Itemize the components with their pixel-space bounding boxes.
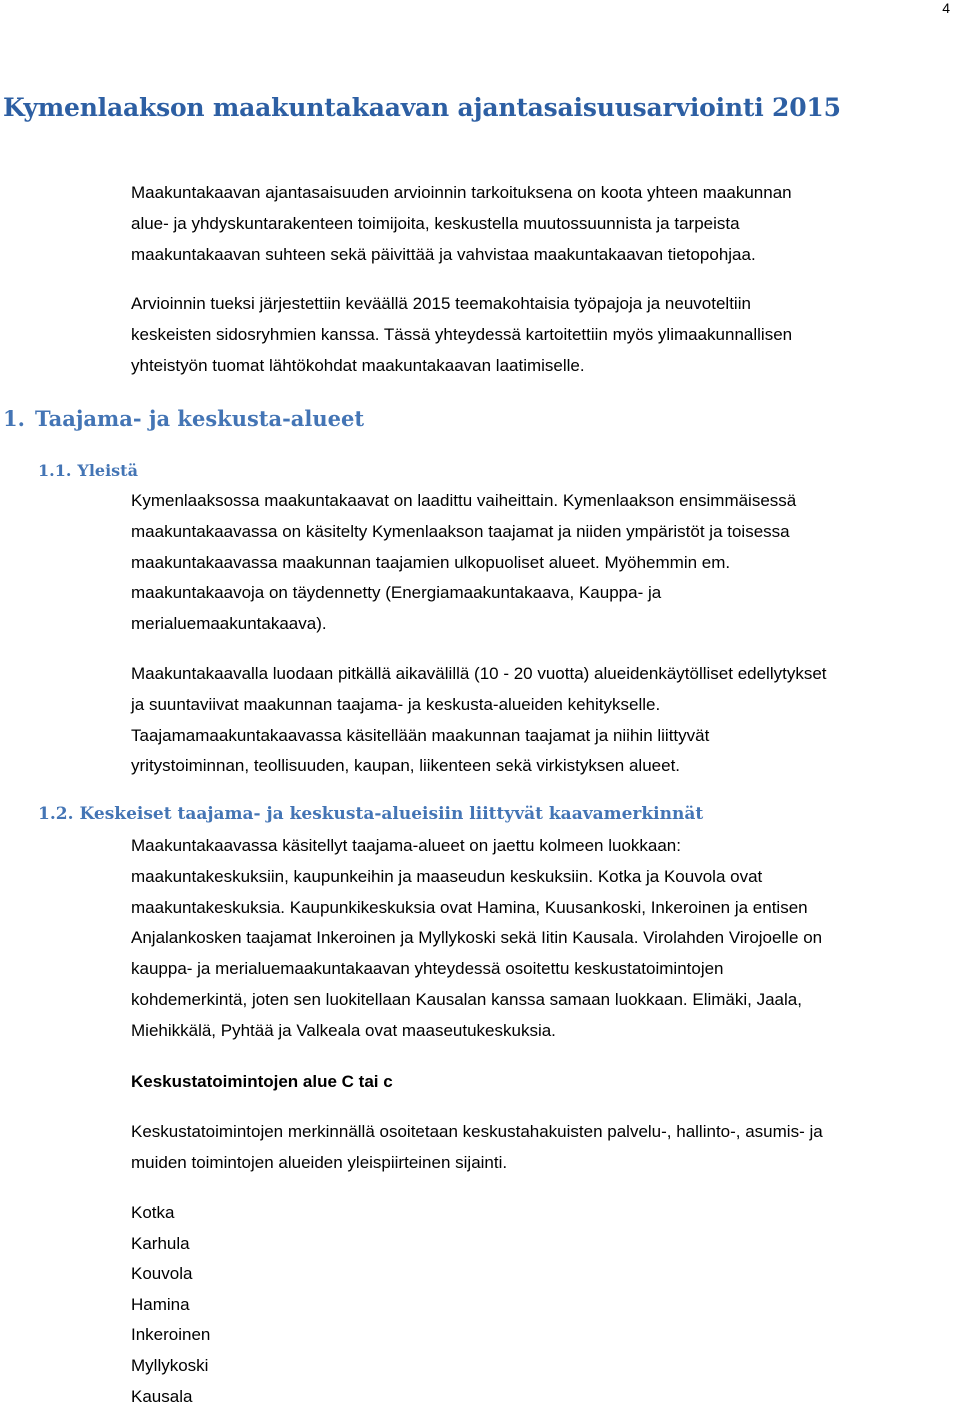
text-line: kauppa- ja merialuemaakuntakaavan yhteydessä osoitettu keskustatoimintojen [131, 959, 724, 979]
list-item: Inkeroinen [131, 1325, 211, 1345]
text-line: maakuntakeskuksiin, kaupunkeihin ja maaseudun keskuksiin. Kotka ja Kouvola ovat [131, 866, 763, 886]
designation-subheading: Keskustatoimintojen alue C tai c [131, 1072, 393, 1091]
text-line: yritystoiminnan, teollisuuden, kaupan, liikenteen sekä virkistyksen alueet. [131, 756, 681, 776]
text-line: maakuntakaavan suhteen sekä päivittää ja vahvistaa maakuntakaavan tietopohjaa. [131, 244, 756, 264]
text-line: ja suuntaviivat maakunnan taajama- ja keskusta-alueiden kehitykselle. [131, 694, 661, 714]
designation-description [131, 1117, 823, 1179]
text-line: Kymenlaaksossa maakuntakaavat on laadittu vaiheittain. Kymenlaakson ensimmäisessä [131, 491, 797, 510]
city-list [131, 1198, 210, 1412]
intro-paragraph-1 [131, 178, 792, 270]
section-heading-1-2 [38, 803, 703, 825]
section-number: 1.1. [38, 461, 72, 480]
text-line: maakuntakaavoja on täydennetty (Energiamaakuntakaava, Kauppa- ja [131, 583, 662, 603]
section-heading-1 [3, 405, 364, 433]
text-line: Maakuntakaavan ajantasaisuuden arvioinnin tarkoituksena on koota yhteen maakunnan [131, 183, 792, 202]
classification-paragraph [131, 831, 822, 1047]
general-paragraph-2 [131, 659, 827, 782]
section-number: 1. [3, 406, 25, 431]
section-number: 1.2. [38, 804, 74, 824]
text-line: merialuemaakuntakaava). [131, 614, 327, 634]
list-item: Kotka [131, 1203, 175, 1222]
section-title: Taajama- ja keskusta-alueet [35, 406, 365, 431]
section-title: Yleistä [77, 461, 138, 480]
text-line: muiden toimintojen alueiden yleispiirteinen sijainti. [131, 1152, 508, 1172]
general-paragraph-1 [131, 486, 796, 640]
list-item: Kausala [131, 1386, 193, 1406]
text-line: maakuntakaavassa maakunnan taajamien ulkopuoliset alueet. Myöhemmin em. [131, 552, 731, 572]
text-line: Maakuntakaavalla luodaan pitkällä aikavälillä (10 - 20 vuotta) alueidenkäytölliset edellytykset [131, 664, 827, 683]
text-line: Miehikkälä, Pyhtää ja Valkeala ovat maaseutukeskuksia. [131, 1020, 556, 1040]
list-item: Hamina [131, 1294, 190, 1314]
page-number: 4 [942, 0, 950, 16]
text-line: alue- ja yhdyskuntarakenteen toimijoita, keskustella muutossuunnista ja tarpeista [131, 213, 740, 233]
text-line: Arvioinnin tueksi järjestettiin keväällä 2015 teemakohtaisia työpajoja ja neuvoteltiin [131, 294, 751, 313]
list-item: Karhula [131, 1233, 190, 1253]
text-line: Maakuntakaavassa käsitellyt taajama-alueet on jaettu kolmeen luokkaan: [131, 836, 681, 855]
list-item: Myllykoski [131, 1355, 209, 1375]
intro-paragraph-2 [131, 289, 792, 381]
text-line: maakuntakeskuksia. Kaupunkikeskuksia ovat Hamina, Kuusankoski, Inkeroinen ja entisen [131, 897, 808, 917]
text-line: Keskustatoimintojen merkinnällä osoitetaan keskustahakuisten palvelu-, hallinto-, asumis- ja [131, 1122, 823, 1141]
text-line: yhteistyön tuomat lähtökohdat maakuntakaavan laatimiselle. [131, 355, 585, 375]
section-heading-1-1 [38, 460, 138, 482]
text-line: Taajamamaakuntakaavassa käsitellään maakunnan taajamat ja niihin liittyvät [131, 725, 710, 745]
text-line: Anjalankosken taajamat Inkeroinen ja Myllykoski sekä Iitin Kausala. Virolahden Virojoelle on [131, 928, 823, 948]
document-title: Kymenlaakson maakuntakaavan ajantasaisuusarviointi 2015 [3, 93, 841, 122]
text-line: kohdemerkintä, joten sen luokitellaan Kausalan kanssa samaan luokkaan. Elimäki, Jaala, [131, 989, 802, 1009]
text-line: keskeisten sidosryhmien kanssa. Tässä yhteydessä kartoitettiin myös ylimaakunnallisen [131, 324, 793, 344]
text-line: maakuntakaavassa on käsitelty Kymenlaakson taajamat ja niiden ympäristöt ja toisessa [131, 521, 790, 541]
section-title: Keskeiset taajama- ja keskusta-alueisiin liittyvät kaavamerkinnät [79, 804, 704, 824]
list-item: Kouvola [131, 1264, 193, 1284]
